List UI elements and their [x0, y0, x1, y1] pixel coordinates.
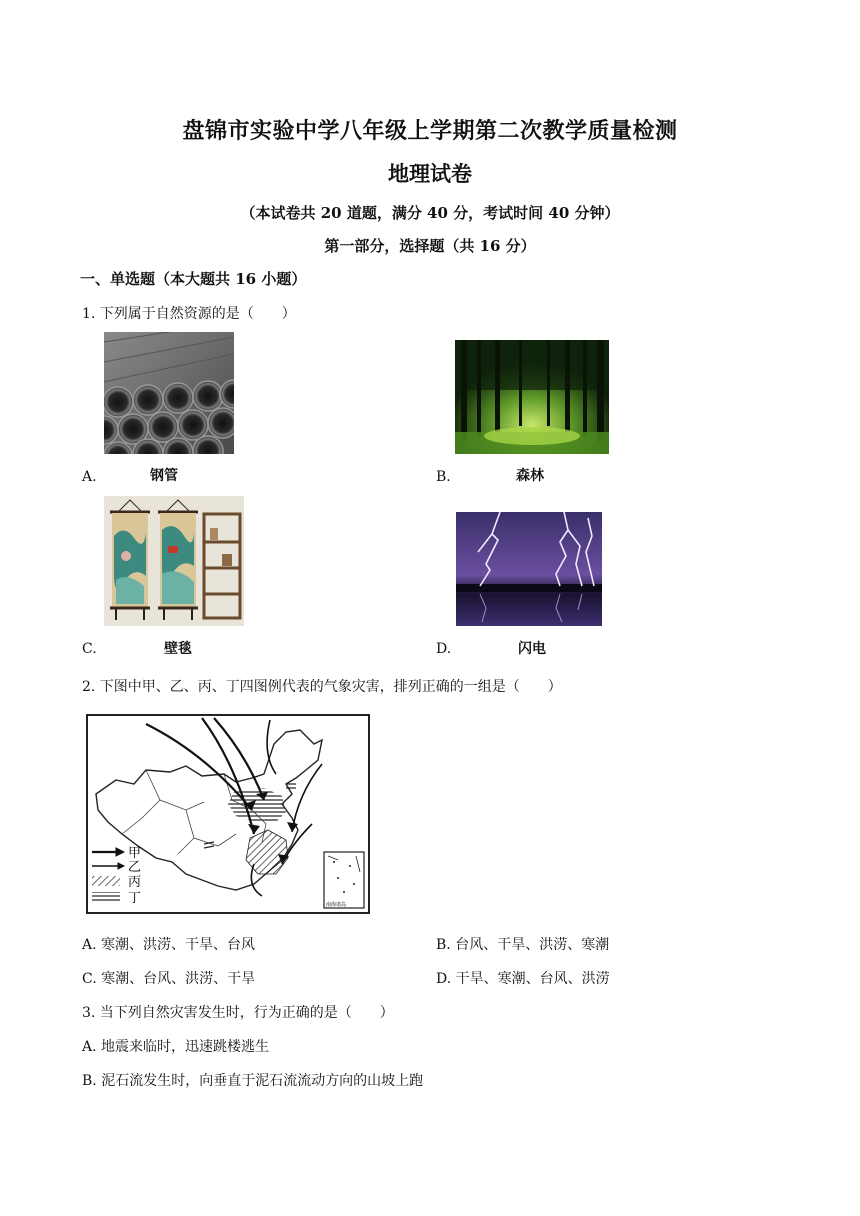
q2-option-c: C. 寒潮、台风、洪涝、干旱: [82, 971, 256, 987]
question-1-stem: 1. 下列属于自然资源的是（ ）: [82, 306, 296, 322]
legend-label-bing: 丙: [128, 875, 142, 890]
q1-option-c-caption: 壁毯: [164, 641, 192, 657]
q1-option-a-letter: A.: [82, 469, 97, 485]
lightning-photo: [456, 512, 602, 626]
q1-option-d-letter: D.: [436, 641, 452, 657]
q1-option-d-caption: 闪电: [518, 641, 546, 657]
q1-option-b-caption: 森林: [516, 468, 544, 484]
exam-subtitle: 地理试卷: [388, 161, 472, 186]
china-weather-disaster-map: [86, 714, 372, 916]
q1-option-a-caption: 钢管: [150, 468, 178, 484]
legend-label-ding: 丁: [128, 891, 142, 906]
q2-option-b: B. 台风、干旱、洪涝、寒潮: [436, 937, 610, 953]
q2-option-d: D. 干旱、寒潮、台风、洪涝: [436, 971, 610, 987]
q1-option-c-letter: C.: [82, 641, 97, 657]
tapestry-photo: [104, 496, 244, 626]
forest-photo: [455, 340, 609, 454]
inset-label: 南海诸岛: [326, 902, 347, 908]
legend-label-yi: 乙: [128, 860, 142, 875]
exam-note: （本试卷共 20 道题，满分 40 分，考试时间 40 分钟）: [240, 204, 620, 222]
exam-title: 盘锦市实验中学八年级上学期第二次教学质量检测: [182, 118, 678, 144]
question-2-stem: 2. 下图中甲、乙、丙、丁四图例代表的气象灾害，排列正确的一组是（ ）: [82, 679, 562, 695]
q1-option-b-letter: B.: [436, 469, 451, 485]
q2-option-a: A. 寒潮、洪涝、干旱、台风: [82, 937, 256, 953]
question-3-stem: 3. 当下列自然灾害发生时，行为正确的是（ ）: [82, 1005, 394, 1021]
q3-option-a: A. 地震来临时，迅速跳楼逃生: [82, 1039, 270, 1055]
section-heading: 一、单选题（本大题共 16 小题）: [80, 270, 307, 288]
steel-pipes-photo: [104, 332, 234, 454]
part-heading: 第一部分，选择题（共 16 分）: [324, 237, 536, 255]
legend-label-jia: 甲: [128, 846, 142, 861]
q3-option-b: B. 泥石流发生时，向垂直于泥石流流动方向的山坡上跑: [82, 1073, 424, 1089]
